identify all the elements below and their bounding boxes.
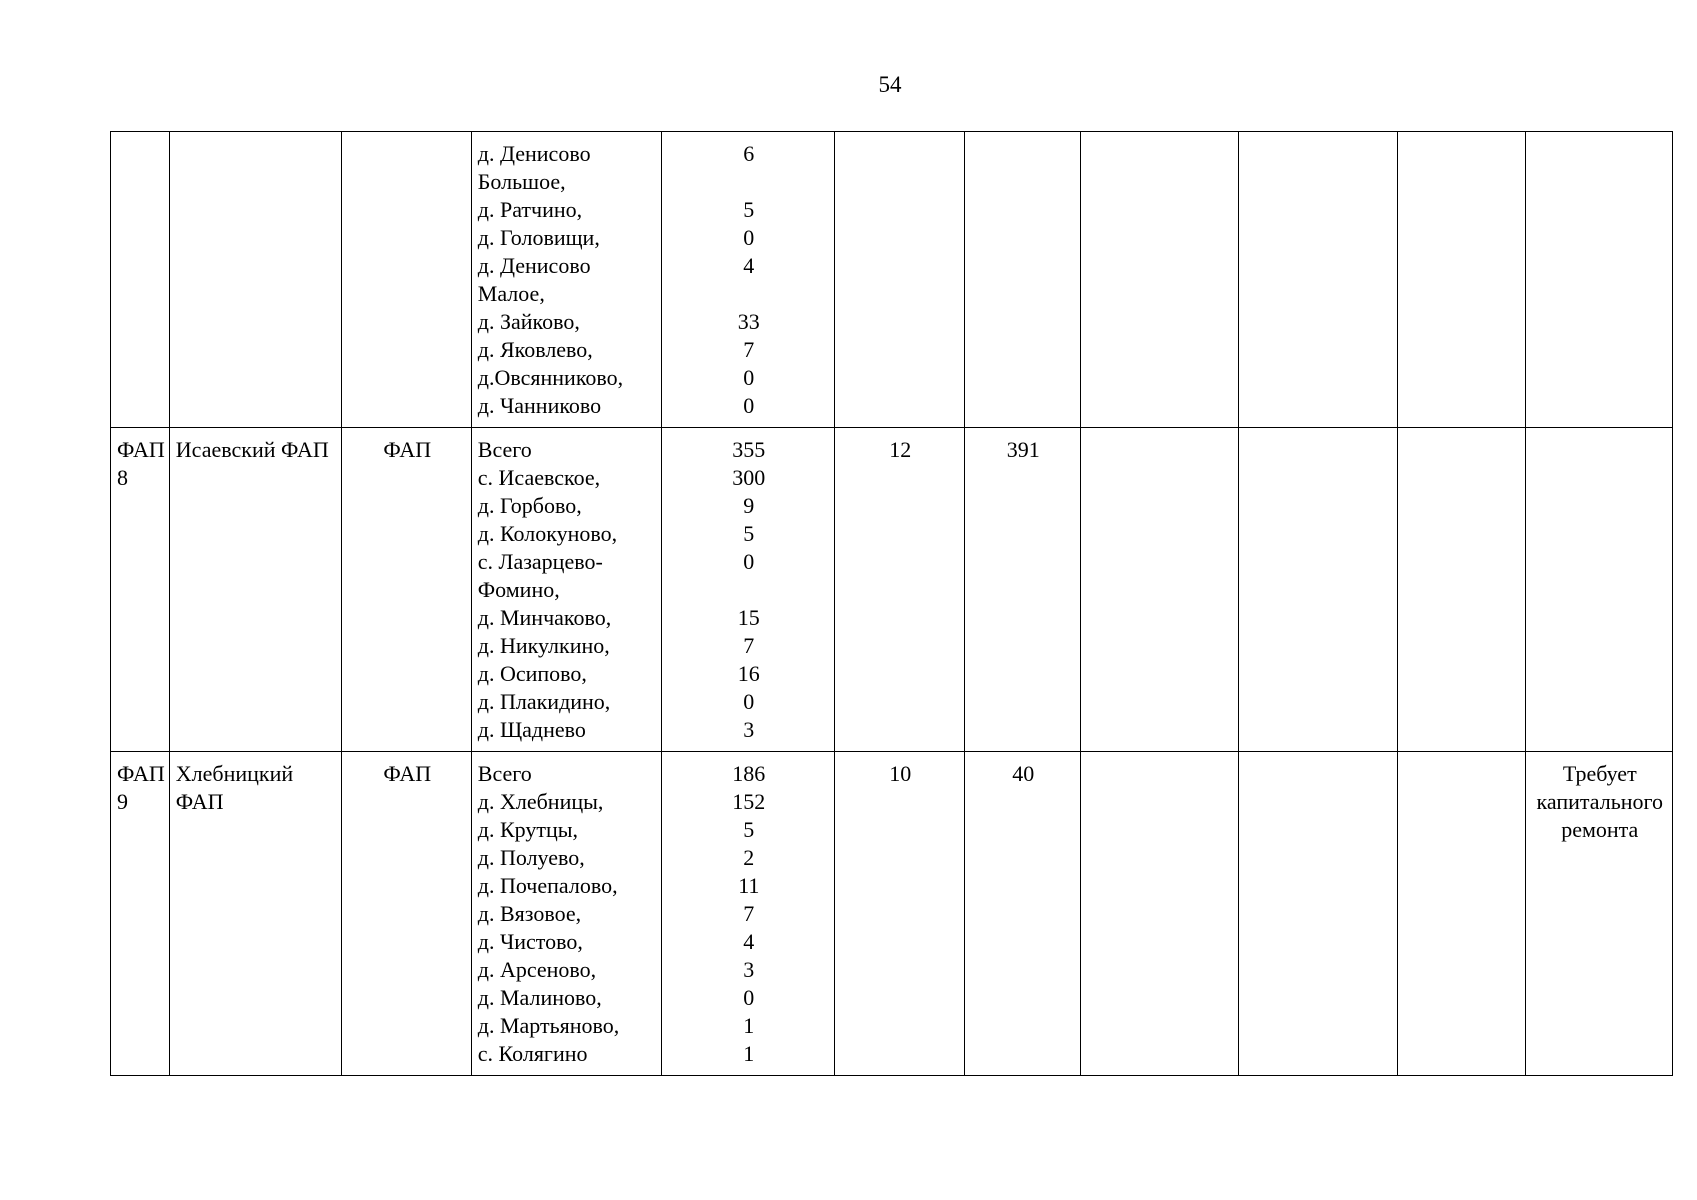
place-name: д. Плакидино, xyxy=(477,689,611,714)
table-row xyxy=(111,132,1673,428)
place-name: д. Хлебницы, xyxy=(477,789,604,814)
place-name: с. Колягино xyxy=(477,1041,588,1066)
type-cell: ФАП xyxy=(341,428,471,752)
population-value: 0 xyxy=(743,225,755,250)
place-name: д. Осипово, xyxy=(477,661,587,686)
col6-cell: 12 xyxy=(834,428,964,752)
empty-cell xyxy=(1397,752,1525,1076)
population-value: 5 xyxy=(743,521,755,546)
name-text: Хлебницкий ФАП xyxy=(175,761,294,814)
population-value: 0 xyxy=(743,689,755,714)
place-name: д. Почепалово, xyxy=(477,873,618,898)
place-name: Малое, xyxy=(477,281,545,306)
table-row xyxy=(111,428,1673,752)
population-value: 0 xyxy=(743,985,755,1010)
col6-cell: 10 xyxy=(834,752,964,1076)
col6-cell xyxy=(834,132,964,428)
name-cell xyxy=(169,428,341,752)
place-name: д. Зайково, xyxy=(477,309,580,334)
code-text: ФАП 8 xyxy=(117,437,165,490)
place-name: д. Ратчино, xyxy=(477,197,583,222)
population-value: 7 xyxy=(743,337,755,362)
population-value: 7 xyxy=(743,633,755,658)
place-name: д. Головищи, xyxy=(477,225,600,250)
code-text: ФАП 9 xyxy=(117,761,165,814)
empty-cell xyxy=(1080,132,1238,428)
col7-cell: 391 xyxy=(964,428,1080,752)
population-value: 4 xyxy=(743,929,755,954)
empty-cell xyxy=(1238,752,1397,1076)
place-name: д.Овсянниково, xyxy=(477,365,624,390)
col7-cell: 40 xyxy=(964,752,1080,1076)
population-value: 3 xyxy=(743,717,755,742)
population-value: 300 xyxy=(732,465,766,490)
population-value: 2 xyxy=(743,845,755,870)
places-cell xyxy=(471,752,661,1076)
place-name: д. Никулкино, xyxy=(477,633,610,658)
empty-cell xyxy=(1080,752,1238,1076)
population-value: 6 xyxy=(743,141,755,166)
note-cell xyxy=(1525,428,1672,752)
place-name: д. Арсеново, xyxy=(477,957,597,982)
population-cell xyxy=(661,428,834,752)
places-cell xyxy=(471,132,661,428)
population-cell xyxy=(661,132,834,428)
population-value: 9 xyxy=(743,493,755,518)
type-cell: ФАП xyxy=(341,752,471,1076)
place-name: д. Денисово xyxy=(477,141,591,166)
population-value: 5 xyxy=(743,817,755,842)
place-name: Всего xyxy=(477,437,532,462)
population-value: 186 xyxy=(732,761,766,786)
population-value: 16 xyxy=(737,661,760,686)
population-value: 3 xyxy=(743,957,755,982)
empty-cell xyxy=(1238,428,1397,752)
code-cell xyxy=(111,428,170,752)
population-value: 5 xyxy=(743,197,755,222)
place-name: Большое, xyxy=(477,169,566,194)
population-cell xyxy=(661,752,834,1076)
population-value: 1 xyxy=(743,1013,755,1038)
note-cell xyxy=(1525,132,1672,428)
place-name: д. Денисово xyxy=(477,253,591,278)
empty-cell xyxy=(1080,428,1238,752)
population-value: 11 xyxy=(738,873,760,898)
facilities-table xyxy=(110,131,1673,1076)
population-value: 33 xyxy=(737,309,760,334)
col7-cell xyxy=(964,132,1080,428)
population-value xyxy=(668,168,830,196)
empty-cell xyxy=(1397,428,1525,752)
type-cell xyxy=(341,132,471,428)
place-name: д. Щаднево xyxy=(477,717,586,742)
code-cell xyxy=(111,752,170,1076)
empty-cell xyxy=(1238,132,1397,428)
population-value: 15 xyxy=(737,605,760,630)
table-row xyxy=(111,752,1673,1076)
places-cell xyxy=(471,428,661,752)
place-name: д. Чистово, xyxy=(477,929,583,954)
place-name: д. Крутцы, xyxy=(477,817,579,842)
name-cell xyxy=(169,752,341,1076)
population-value: 0 xyxy=(743,393,755,418)
population-value xyxy=(668,576,830,604)
place-name: с. Лазарцево- xyxy=(477,549,603,574)
population-value: 7 xyxy=(743,901,755,926)
place-name: д. Вязовое, xyxy=(477,901,582,926)
population-value: 0 xyxy=(743,365,755,390)
population-value: 152 xyxy=(732,789,766,814)
empty-cell xyxy=(1397,132,1525,428)
place-name: Всего xyxy=(477,761,532,786)
place-name: д. Колокуново, xyxy=(477,521,618,546)
place-name: д. Чанниково xyxy=(477,393,602,418)
place-name: д. Минчаково, xyxy=(477,605,612,630)
place-name: д. Мартьяново, xyxy=(477,1013,620,1038)
place-name: д. Малиново, xyxy=(477,985,602,1010)
population-value: 0 xyxy=(743,549,755,574)
place-name: д. Горбово, xyxy=(477,493,582,518)
place-name: с. Исаевское, xyxy=(477,465,601,490)
name-text: Исаевский ФАП xyxy=(175,437,329,462)
page-number: 54 xyxy=(878,72,902,97)
population-value xyxy=(668,280,830,308)
population-value: 1 xyxy=(743,1041,755,1066)
place-name: Фомино, xyxy=(477,577,560,602)
code-cell xyxy=(111,132,170,428)
population-value: 355 xyxy=(732,437,766,462)
note-cell: Требует капитального ремонта xyxy=(1525,752,1672,1076)
place-name: д. Яковлево, xyxy=(477,337,593,362)
population-value: 4 xyxy=(743,253,755,278)
name-cell xyxy=(169,132,341,428)
place-name: д. Полуево, xyxy=(477,845,585,870)
